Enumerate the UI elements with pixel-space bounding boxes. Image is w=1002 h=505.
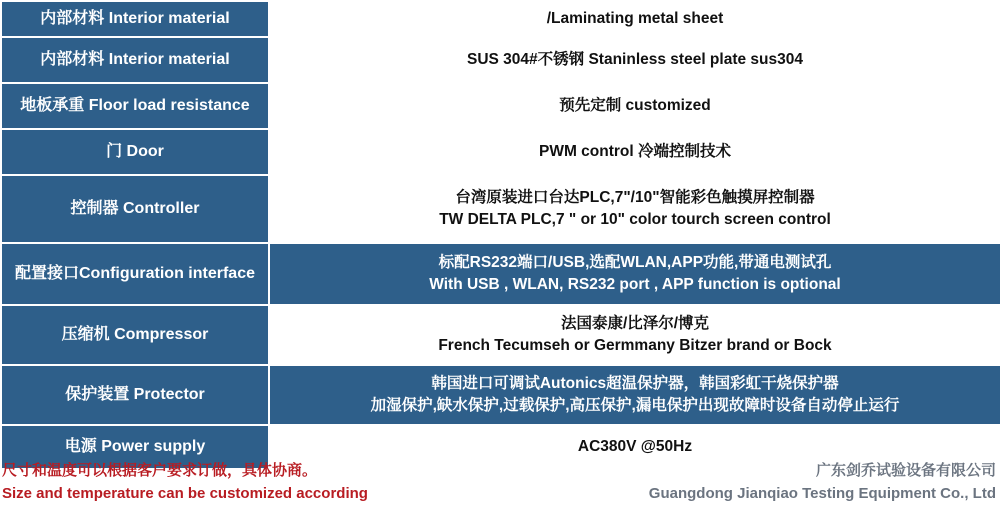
row-value-line: AC380V @50Hz (577, 437, 693, 455)
footer (0, 460, 1002, 505)
row-value-line: 标配RS232端口/USB,选配WLAN,APP功能,带通电测试孔 (438, 253, 832, 271)
row-label-text: 内部材料 Interior material (40, 51, 230, 68)
row-label (1, 305, 269, 365)
footer-note-line-en: Size and temperature can be customized according (2, 484, 368, 502)
row-value (269, 243, 1001, 305)
footer-note (2, 460, 562, 505)
row-value-line: 加湿保护,缺水保护,过载保护,高压保护,漏电保护出现故障时设备自动停止运行 (370, 397, 900, 414)
row-label-text: 压缩机 Compressor (61, 326, 209, 343)
row-label-text: 保护装置 Protector (65, 386, 205, 403)
table-row (1, 1, 1001, 37)
row-label-text: 地板承重 Floor load resistance (20, 97, 250, 114)
table-row (1, 83, 1001, 129)
row-label-text: 电源 Power supply (64, 438, 206, 455)
row-label (1, 365, 269, 425)
table-row (1, 37, 1001, 83)
company-name-cn: 广东剑乔试验设备有限公司 (815, 462, 996, 479)
row-value (269, 1, 1001, 37)
table-row (1, 243, 1001, 305)
row-value-line: French Tecumseh or Germmany Bitzer brand or Bock (438, 337, 832, 354)
row-label (1, 37, 269, 83)
row-value (269, 37, 1001, 83)
row-value-line: SUS 304#不锈钢 Staninless steel plate sus304 (467, 50, 803, 68)
row-value-line: /Laminating metal sheet (546, 9, 724, 27)
row-label (1, 243, 269, 305)
row-label-text: 内部材料 Interior material (40, 10, 230, 27)
row-value (269, 129, 1001, 175)
row-label (1, 175, 269, 243)
row-value (269, 83, 1001, 129)
row-value (269, 305, 1001, 365)
row-value-line: 台湾原装进口台达PLC,7"/10"智能彩色触摸屏控制器 (455, 188, 815, 206)
row-value (269, 175, 1001, 243)
row-value-line: 韩国进口可调试Autonics超温保护器，韩国彩虹干烧保护器 (431, 374, 839, 392)
company-name (576, 460, 996, 505)
table-row (1, 129, 1001, 175)
row-value (269, 365, 1001, 425)
table-row (1, 175, 1001, 243)
row-value-line: PWM control 冷端控制技术 (538, 142, 732, 160)
company-name-en: Guangdong Jianqiao Testing Equipment Co., Ltd (648, 484, 996, 502)
table-row (1, 305, 1001, 365)
table-row (1, 365, 1001, 425)
row-value-line: 预先定制 customized (559, 96, 711, 114)
row-label-text: 配置接口Configuration interface (14, 265, 255, 282)
table-body (1, 1, 1001, 469)
row-label-text: 门 Door (106, 143, 164, 160)
row-value-line: With USB , WLAN, RS232 port , APP function is optional (429, 276, 841, 293)
row-value-line: 法国泰康/比泽尔/博克 (560, 314, 710, 332)
row-value-line: TW DELTA PLC,7 " or 10" color tourch screen control (439, 211, 831, 228)
row-label (1, 129, 269, 175)
row-label (1, 83, 269, 129)
row-label (1, 1, 269, 37)
row-label-text: 控制器 Controller (70, 200, 200, 217)
footer-note-line-cn: 尺寸和温度可以根据客户要求订做，具体协商。 (2, 462, 318, 479)
